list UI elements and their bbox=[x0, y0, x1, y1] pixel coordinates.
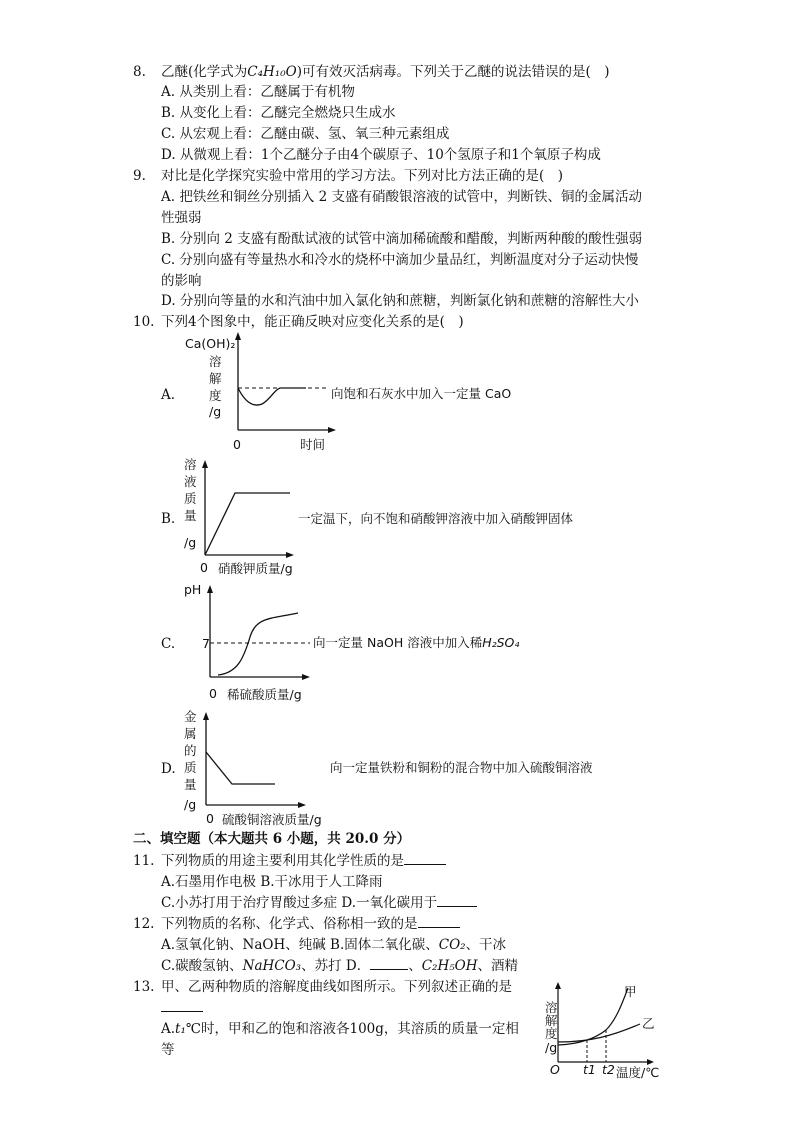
graph-c-letter: C. bbox=[161, 636, 176, 652]
graph-a-ylabel-4: /g bbox=[209, 404, 222, 419]
fig-t1: t1 bbox=[583, 1062, 596, 1077]
q13-stem: 甲、乙两种物质的溶解度曲线如图所示。下列叙述正确的是 bbox=[161, 979, 512, 995]
graph-b-ylabel-4: /g bbox=[184, 535, 197, 550]
q13-option-a bbox=[161, 1020, 519, 1038]
graph-b-origin: 0 bbox=[200, 560, 208, 575]
q9-option-d: D. 分别向等量的水和汽油中加入氯化钠和蔗糖，判断氯化钠和蔗糖的溶解性大小 bbox=[161, 293, 639, 309]
graph-d-curve bbox=[206, 752, 275, 784]
graph-b-y-arrow bbox=[202, 460, 208, 468]
q11-options-cd-text: C.小苏打用于治疗胃酸过多症 D.一氧化碳用于 bbox=[161, 895, 438, 911]
graph-b-desc: 一定温下，向不饱和硝酸钾溶液中加入硝酸钾固体 bbox=[298, 511, 574, 526]
q9-option-a-line1: A. 把铁丝和铜丝分别插入 2 支盛有硝酸银溶液的试管中，判断铁、铜的金属活动 bbox=[161, 189, 643, 205]
q8-option-a: A. 从类别上看：乙醚属于有机物 bbox=[161, 84, 355, 100]
q8-number: 8. bbox=[133, 64, 146, 80]
graph-a-curve bbox=[238, 388, 306, 405]
graph-d-ylabel-5: /g bbox=[184, 797, 197, 812]
graph-d-ylabel-2: 的 bbox=[184, 743, 197, 758]
graph-c-desc-formula: H₂SO₄ bbox=[482, 635, 520, 650]
q13-opta-b: ℃时，甲和乙的饱和溶液各100g，其溶质的质量一定相 bbox=[185, 1021, 519, 1037]
graph-b bbox=[180, 455, 620, 580]
q11-number: 11. bbox=[133, 853, 155, 869]
graph-b-ylabel-2: 质 bbox=[184, 491, 197, 506]
fig-label-jia: 甲 bbox=[624, 984, 637, 999]
graph-a-ylabel-3: 度 bbox=[209, 388, 222, 403]
q12-optc-a: C.碳酸氢钠、 bbox=[161, 958, 243, 974]
graph-c bbox=[180, 577, 580, 707]
q12-blank[interactable] bbox=[418, 927, 460, 928]
q12-optc-b: 、苏打 D． bbox=[301, 958, 371, 974]
fig-ylabel-3: /g bbox=[545, 1040, 558, 1055]
graph-d-ylabel-3: 质 bbox=[184, 760, 197, 775]
graph-a-xlabel: 时间 bbox=[300, 437, 326, 452]
q12-optd-b: 、酒精 bbox=[477, 958, 518, 974]
fig-ylabel-2: 度 bbox=[545, 1026, 558, 1041]
graph-d-ylabel-4: 量 bbox=[184, 777, 197, 792]
q9-option-c-line1: C. 分别向盛有等量热水和冷水的烧杯中滴加少量品红，判断温度对分子运动快慢 bbox=[161, 252, 639, 268]
q11-options-cd bbox=[161, 894, 477, 912]
graph-b-ylabel-1: 液 bbox=[184, 474, 197, 489]
graph-c-y-arrow bbox=[207, 585, 213, 593]
graph-d-x-arrow bbox=[298, 802, 306, 808]
q9-stem: 对比是化学探究实验中常用的学习方法。下列对比方法正确的是( ) bbox=[161, 168, 564, 184]
q8-stem-b: )可有效灭活病毒。下列关于乙醚的说法错误的是( ) bbox=[296, 64, 610, 80]
graph-d-origin: 0 bbox=[206, 811, 214, 826]
q13-blank[interactable] bbox=[161, 999, 203, 1012]
graph-d bbox=[180, 702, 640, 832]
q12-optc-formula: NaHCO₃ bbox=[242, 958, 302, 974]
fig-xlabel: 温度/℃ bbox=[616, 1065, 660, 1080]
q12-options-cd bbox=[161, 957, 518, 975]
graph-b-ylabel-3: 量 bbox=[184, 508, 197, 523]
graph-a bbox=[180, 330, 540, 460]
curve-jia bbox=[558, 988, 628, 1045]
graph-c-xlabel: 稀硫酸质量/g bbox=[227, 687, 302, 702]
q11-blank[interactable] bbox=[404, 864, 446, 865]
q8-stem bbox=[161, 63, 610, 81]
graph-d-ylabel-1: 属 bbox=[184, 726, 197, 741]
q12-optab-formula: CO₂ bbox=[438, 937, 466, 953]
graph-a-x-arrow bbox=[328, 427, 336, 433]
q11-option-d-blank[interactable] bbox=[437, 906, 477, 907]
q11-options-ab: A.石墨用作电极 B.干冰用于人工降雨 bbox=[161, 874, 383, 890]
solubility-figure bbox=[540, 978, 670, 1080]
q12-stem-text: 下列物质的名称、化学式、俗称相一致的是 bbox=[161, 916, 418, 932]
q9-number: 9. bbox=[133, 168, 146, 184]
fig-origin: O bbox=[550, 1062, 560, 1077]
fig-t2: t2 bbox=[602, 1062, 615, 1077]
graph-d-y-arrow bbox=[203, 712, 209, 720]
graph-d-ylabel-0: 金 bbox=[184, 709, 197, 724]
graph-a-ylabel-0: Ca(OH)₂ bbox=[185, 336, 236, 351]
q12-optd-formula: C₂H₅OH bbox=[421, 958, 478, 974]
q12-optd-sep: 、 bbox=[408, 958, 422, 974]
graph-d-desc: 向一定量铁粉和铜粉的混合物中加入硫酸铜溶液 bbox=[330, 760, 593, 775]
graph-a-ylabel-1: 溶 bbox=[209, 354, 222, 369]
q8-option-c: C. 从宏观上看：乙醚由碳、氢、氧三种元素组成 bbox=[161, 126, 450, 142]
graph-d-xlabel: 硫酸铜溶液质量/g bbox=[222, 812, 322, 827]
q10-stem: 下列4个图象中，能正确反映对应变化关系的是( ) bbox=[161, 314, 464, 330]
graph-c-curve bbox=[218, 613, 298, 675]
q13-opta-t: t₁ bbox=[175, 1021, 186, 1037]
q13-opta-a: A. bbox=[161, 1021, 176, 1037]
q12-optab-a: A.氢氧化钠、NaOH、纯碱 B.固体二氧化碳、 bbox=[161, 937, 439, 953]
graph-b-x-arrow bbox=[286, 552, 294, 558]
q13-number: 13. bbox=[133, 979, 155, 995]
graph-c-ylabel-0: pH bbox=[184, 582, 202, 597]
q9-option-a-line2: 性强弱 bbox=[161, 210, 202, 226]
graph-d-letter: D. bbox=[161, 761, 176, 777]
graph-b-curve bbox=[205, 493, 290, 555]
q8-option-b: B. 从变化上看：乙醚完全燃烧只生成水 bbox=[161, 105, 396, 121]
fig-label-yi: 乙 bbox=[642, 1016, 655, 1031]
graph-c-x-arrow bbox=[302, 674, 310, 680]
q12-stem bbox=[161, 915, 460, 933]
graph-c-tick-7: 7 bbox=[202, 636, 210, 651]
section-title: 二、填空题（本大题共 6 小题，共 20.0 分） bbox=[133, 831, 411, 847]
fig-ylabel-0: 溶 bbox=[545, 1000, 558, 1015]
graph-a-letter: A. bbox=[161, 387, 176, 403]
q12-number: 12. bbox=[133, 916, 155, 932]
q13-blank-line bbox=[161, 999, 203, 1017]
q9-option-c-line2: 的影响 bbox=[161, 273, 202, 289]
q11-stem bbox=[161, 852, 446, 870]
q12-options-ab bbox=[161, 936, 506, 954]
graph-b-ylabel-0: 溶 bbox=[184, 457, 197, 472]
q8-option-d: D. 从微观上看：1个乙醚分子由4个碳原子、10个氢原子和1个氧原子构成 bbox=[161, 147, 601, 163]
fig-y-arrow bbox=[555, 982, 561, 989]
graph-b-letter: B. bbox=[161, 511, 176, 527]
curve-yi bbox=[558, 1024, 640, 1042]
graph-b-xlabel: 硝酸钾质量/g bbox=[218, 561, 293, 576]
q13-option-a-cont: 等 bbox=[161, 1042, 175, 1058]
q11-stem-text: 下列物质的用途主要利用其化学性质的是 bbox=[161, 853, 404, 869]
graph-a-y-arrow bbox=[235, 332, 241, 340]
q8-stem-a: 乙醚(化学式为 bbox=[161, 64, 248, 80]
q12-optab-b: 、干冰 bbox=[465, 937, 507, 953]
graph-c-desc bbox=[313, 635, 519, 650]
fig-ylabel-1: 解 bbox=[545, 1013, 558, 1028]
graph-a-origin: 0 bbox=[233, 437, 241, 452]
q12-option-d-blank[interactable] bbox=[370, 969, 408, 970]
q9-option-b: B. 分别向 2 支盛有酚酞试液的试管中滴加稀硫酸和醋酸，判断两种酸的酸性强弱 bbox=[161, 231, 643, 247]
q8-formula: C₄H₁₀O bbox=[247, 64, 297, 80]
graph-a-ylabel-2: 解 bbox=[209, 371, 222, 386]
q10-number: 10. bbox=[133, 314, 155, 330]
graph-c-origin: 0 bbox=[209, 686, 217, 701]
graph-a-desc: 向饱和石灰水中加入一定量 CaO bbox=[331, 386, 512, 401]
graph-c-desc-a: 向一定量 NaOH 溶液中加入稀 bbox=[313, 635, 483, 650]
